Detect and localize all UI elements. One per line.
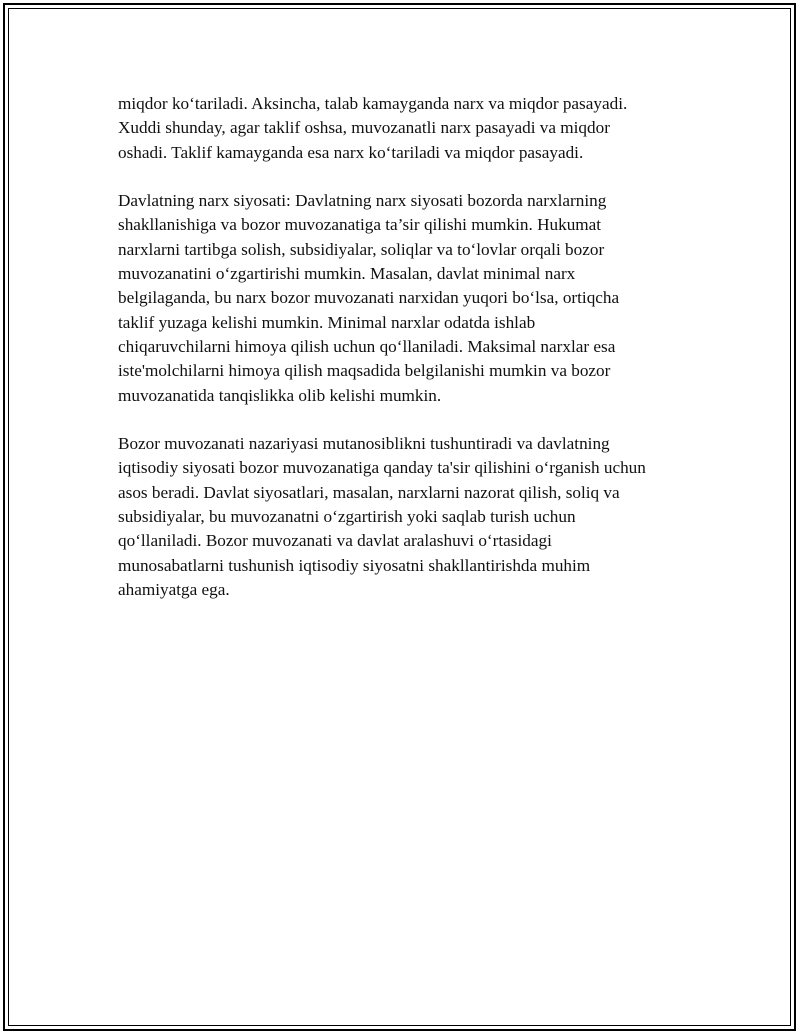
- paragraph-market-shift: miqdor ko‘tariladi. Aksincha, talab kamayganda narx va miqdor pasayadi. Xuddi shunday, agar taklif oshsa, muvozanatli narx pasayadi va miqdor oshadi. Taklif kamayganda esa narx ko‘tariladi va miqdor pasayadi.: [118, 94, 628, 162]
- document-body: [118, 92, 698, 627]
- paragraph-equilibrium-theory: Bozor muvozanati nazariyasi mutanosiblikni tushuntiradi va davlatning iqtisodiy siyosati bozor muvozanatiga qanday ta'sir qilishini o‘rganish uchun asos beradi. Davlat siyosatlari, masalan, narxlarni nazorat qilish, soliq va subsidiyalar, bu muvozanatni o‘zgartirish yoki saqlab turish uchun qo‘llaniladi. Bozor muvozanati va davlat aralashuvi o‘rtasidagi munosabatlarni tushunish iqtisodiy siyosatni shakllantirishda muhim ahamiyatga ega.: [118, 434, 646, 599]
- paragraph-state-price-policy: Davlatning narx siyosati: Davlatning narx siyosati bozorda narxlarning shakllanishiga va bozor muvozanatiga ta’sir qilishi mumkin. Hukumat narxlarni tartibga solish, subsidiyalar, soliqlar va to‘lovlar orqali bozor muvozanatini o‘zgartirishi mumkin. Masalan, davlat minimal narx belgilaganda, bu narx bozor muvozanati narxidan yuqori bo‘lsa, ortiqcha taklif yuzaga kelishi mumkin. Minimal narxlar odatda ishlab chiqaruvchilarni himoya qilish uchun qo‘llaniladi. Maksimal narxlar esa iste'molchilarni himoya qilish maqsadida belgilanishi mumkin va bozor muvozanatida tanqislikka olib kelishi mumkin.: [118, 191, 620, 405]
